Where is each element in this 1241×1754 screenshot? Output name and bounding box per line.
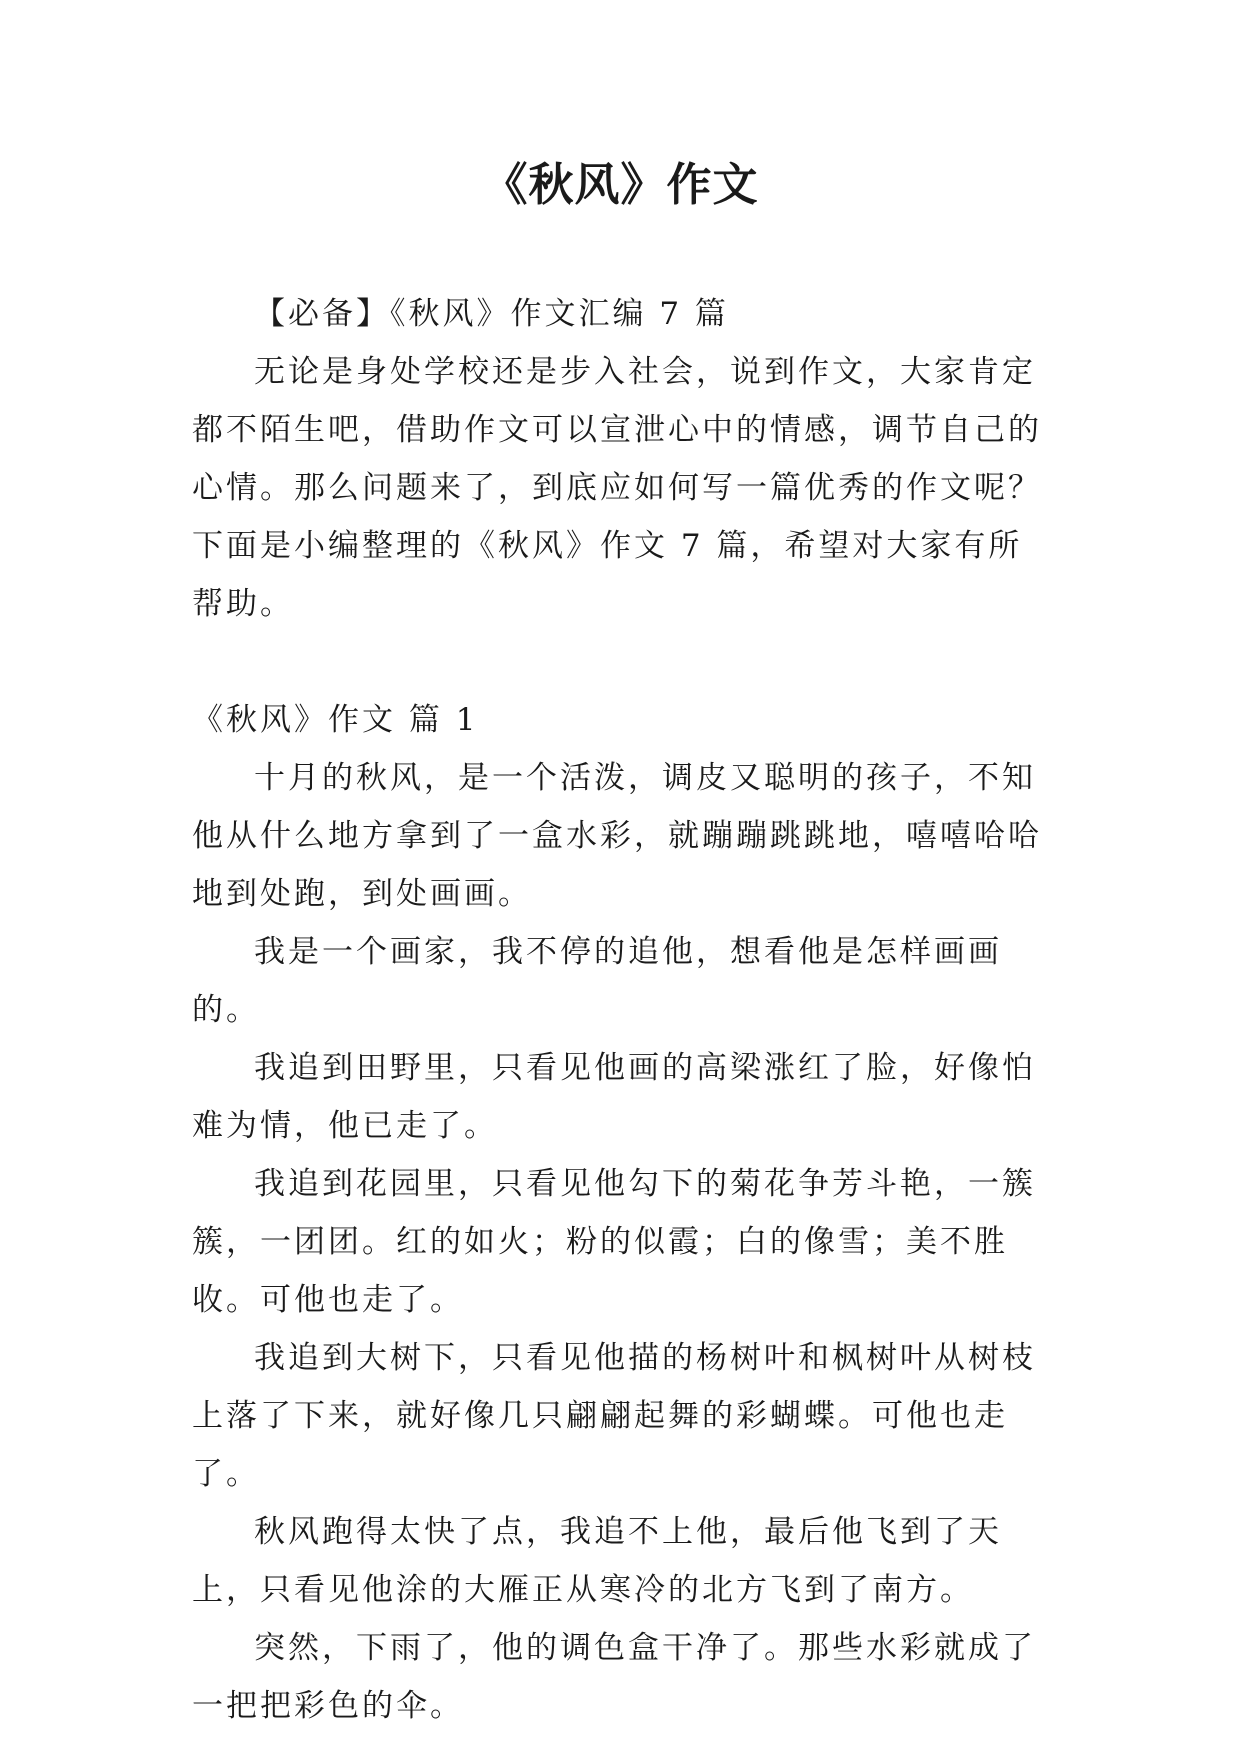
paragraph-1: 十月的秋风，是一个活泼，调皮又聪明的孩子，不知他从什么地方拿到了一盒水彩，就蹦蹦跳跳地，嘻嘻哈哈地到处跑，到处画画。 <box>192 760 1042 912</box>
section-heading: 《秋风》作文 篇 1 <box>192 702 479 738</box>
document-body <box>192 285 1052 1735</box>
document-title: 《秋风》作文 <box>482 158 759 211</box>
paragraph-4: 我追到花园里，只看见他勾下的菊花争芳斗艳，一簇簇，一团团。红的如火；粉的似霞；白的像雪；美不胜收。可他也走了。 <box>192 1166 1036 1318</box>
paragraph-5: 我追到大树下，只看见他描的杨树叶和枫树叶从树枝上落了下来，就好像几只翩翩起舞的彩蝴蝶。可他也走了。 <box>192 1340 1036 1492</box>
paragraph-2: 我是一个画家，我不停的追他，想看他是怎样画画的。 <box>192 934 1002 1028</box>
paragraph-6: 秋风跑得太快了点，我追不上他，最后他飞到了天上，只看见他涂的大雁正从寒冷的北方飞到了南方。 <box>192 1514 1002 1608</box>
intro-paragraph: 无论是身处学校还是步入社会，说到作文，大家肯定都不陌生吧，借助作文可以宣泄心中的情感，调节自己的心情。那么问题来了，到底应如何写一篇优秀的作文呢？下面是小编整理的《秋风》作文 7 篇，希望对大家有所帮助。 <box>192 354 1042 622</box>
subtitle: 【必备】《秋风》作文汇编 7 篇 <box>254 296 729 332</box>
paragraph-3: 我追到田野里，只看见他画的高梁涨红了脸，好像怕难为情，他已走了。 <box>192 1050 1036 1144</box>
paragraph-7: 突然，下雨了，他的调色盒干净了。那些水彩就成了一把把彩色的伞。 <box>192 1630 1036 1724</box>
